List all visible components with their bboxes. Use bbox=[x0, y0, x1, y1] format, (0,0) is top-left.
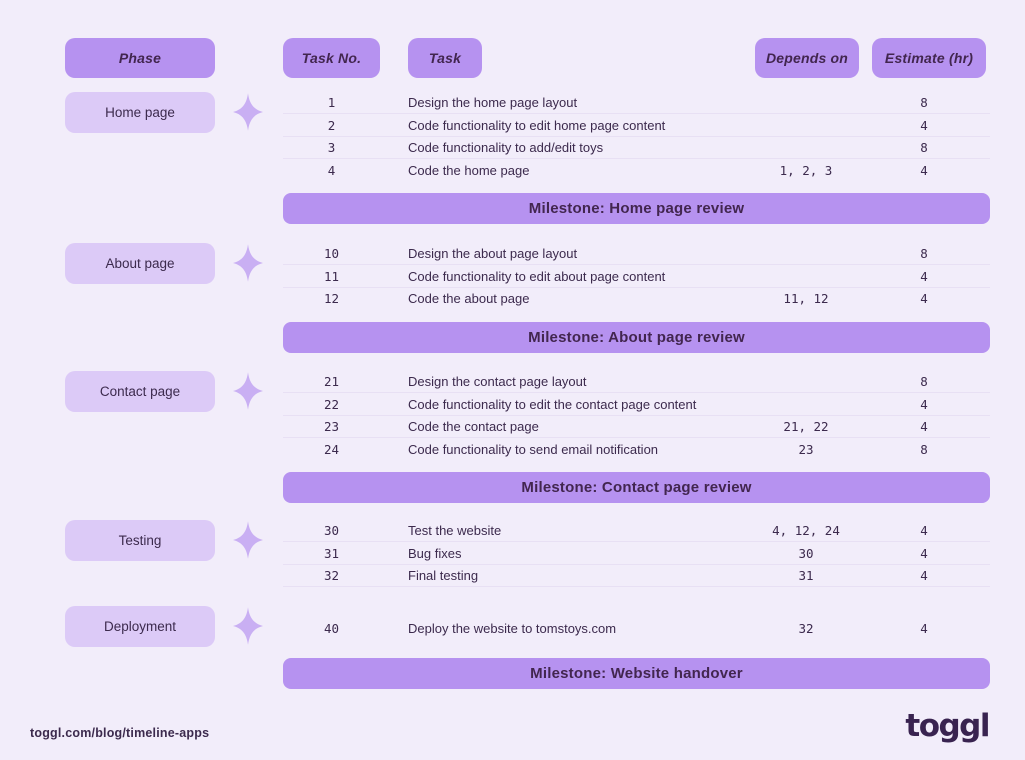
task-number-cell: 4 bbox=[327, 162, 336, 178]
task-name-cell: Test the website bbox=[408, 523, 502, 539]
depends-on-cell: 4, 12, 24 bbox=[772, 523, 840, 539]
estimate-cell: 4 bbox=[920, 418, 928, 434]
estimate-cell: 4 bbox=[920, 117, 928, 133]
task-number-cell: 22 bbox=[323, 396, 340, 412]
task-number-cell: 23 bbox=[323, 418, 340, 434]
estimate-cell: 4 bbox=[920, 620, 928, 636]
table-row bbox=[283, 371, 990, 393]
estimate-cell: 4 bbox=[920, 567, 928, 583]
estimate-cell: 4 bbox=[920, 268, 928, 284]
depends-on-cell: 31 bbox=[798, 567, 814, 583]
task-table-home-page bbox=[283, 92, 990, 182]
task-table-contact-page bbox=[283, 371, 990, 461]
table-row bbox=[283, 520, 990, 542]
sparkle-icon bbox=[233, 521, 263, 559]
depends-on-cell: 1, 2, 3 bbox=[779, 162, 833, 178]
task-number-cell: 1 bbox=[327, 95, 336, 111]
column-header-task-no: Task No. bbox=[283, 38, 380, 78]
task-number-cell: 21 bbox=[323, 374, 340, 390]
task-name-cell: Deploy the website to tomstoys.com bbox=[408, 620, 617, 636]
milestone-banner-about-page-review: Milestone: About page review bbox=[283, 322, 990, 353]
task-table-testing bbox=[283, 520, 990, 587]
estimate-cell: 8 bbox=[920, 95, 928, 111]
milestone-banner-contact-page-review: Milestone: Contact page review bbox=[283, 472, 990, 503]
estimate-cell: 4 bbox=[920, 162, 928, 178]
task-name-cell: Final testing bbox=[408, 567, 479, 583]
task-number-cell: 12 bbox=[323, 291, 340, 307]
sparkle-icon bbox=[233, 93, 263, 131]
column-header-estimate: Estimate (hr) bbox=[872, 38, 986, 78]
task-number-cell: 30 bbox=[323, 523, 340, 539]
estimate-cell: 4 bbox=[920, 291, 928, 307]
sparkle-icon bbox=[233, 607, 263, 645]
task-number-cell: 31 bbox=[323, 545, 340, 561]
estimate-cell: 8 bbox=[920, 139, 928, 155]
task-number-cell: 32 bbox=[323, 567, 340, 583]
table-row bbox=[283, 438, 990, 460]
task-number-cell: 2 bbox=[327, 117, 336, 133]
task-name-cell: Design the home page layout bbox=[408, 95, 578, 111]
estimate-cell: 4 bbox=[920, 396, 928, 412]
depends-on-cell: 30 bbox=[798, 545, 814, 561]
depends-on-cell: 11, 12 bbox=[783, 291, 829, 307]
estimate-cell: 8 bbox=[920, 441, 928, 457]
table-row bbox=[283, 542, 990, 564]
table-row bbox=[283, 159, 990, 181]
table-row bbox=[283, 92, 990, 114]
table-row bbox=[283, 288, 990, 310]
table-row bbox=[283, 393, 990, 415]
estimate-cell: 8 bbox=[920, 374, 928, 390]
column-header-depends: Depends on bbox=[755, 38, 859, 78]
task-number-cell: 3 bbox=[327, 139, 336, 155]
column-header-task: Task bbox=[408, 38, 482, 78]
task-table-about-page bbox=[283, 243, 990, 310]
phase-chip-home-page: Home page bbox=[65, 92, 215, 133]
sparkle-icon bbox=[233, 244, 263, 282]
table-row bbox=[283, 265, 990, 287]
depends-on-cell: 21, 22 bbox=[783, 418, 829, 434]
column-header-phase: Phase bbox=[65, 38, 215, 78]
phase-chip-about-page: About page bbox=[65, 243, 215, 284]
task-name-cell: Design the about page layout bbox=[408, 246, 578, 262]
table-row bbox=[283, 565, 990, 587]
blog-url: toggl.com/blog/timeline-apps bbox=[30, 726, 210, 740]
task-name-cell: Code functionality to edit the contact page content bbox=[408, 396, 697, 412]
phase-chip-testing: Testing bbox=[65, 520, 215, 561]
task-name-cell: Code functionality to edit home page content bbox=[408, 117, 666, 133]
task-number-cell: 24 bbox=[323, 441, 340, 457]
estimate-cell: 8 bbox=[920, 246, 928, 262]
task-name-cell: Bug fixes bbox=[408, 545, 462, 561]
task-name-cell: Design the contact page layout bbox=[408, 374, 587, 390]
estimate-cell: 4 bbox=[920, 523, 928, 539]
estimate-cell: 4 bbox=[920, 545, 928, 561]
task-name-cell: Code functionality to edit about page content bbox=[408, 268, 666, 284]
table-row bbox=[283, 606, 990, 650]
task-name-cell: Code the about page bbox=[408, 291, 530, 307]
milestone-banner-home-page-review: Milestone: Home page review bbox=[283, 193, 990, 224]
sparkle-icon bbox=[233, 372, 263, 410]
depends-on-cell: 23 bbox=[798, 441, 814, 457]
task-number-cell: 40 bbox=[323, 620, 340, 636]
task-name-cell: Code the home page bbox=[408, 162, 530, 178]
task-name-cell: Code functionality to send email notification bbox=[408, 441, 659, 457]
table-row bbox=[283, 243, 990, 265]
toggl-logo: toggl bbox=[905, 708, 989, 744]
task-name-cell: Code the contact page bbox=[408, 418, 539, 434]
phase-chip-deployment: Deployment bbox=[65, 606, 215, 647]
task-number-cell: 11 bbox=[323, 268, 340, 284]
phase-chip-contact-page: Contact page bbox=[65, 371, 215, 412]
depends-on-cell: 32 bbox=[798, 620, 814, 636]
task-number-cell: 10 bbox=[323, 246, 340, 262]
table-row bbox=[283, 114, 990, 136]
task-table-deployment bbox=[283, 606, 990, 650]
table-row bbox=[283, 416, 990, 438]
table-row bbox=[283, 137, 990, 159]
task-name-cell: Code functionality to add/edit toys bbox=[408, 139, 604, 155]
milestone-banner-website-handover: Milestone: Website handover bbox=[283, 658, 990, 689]
